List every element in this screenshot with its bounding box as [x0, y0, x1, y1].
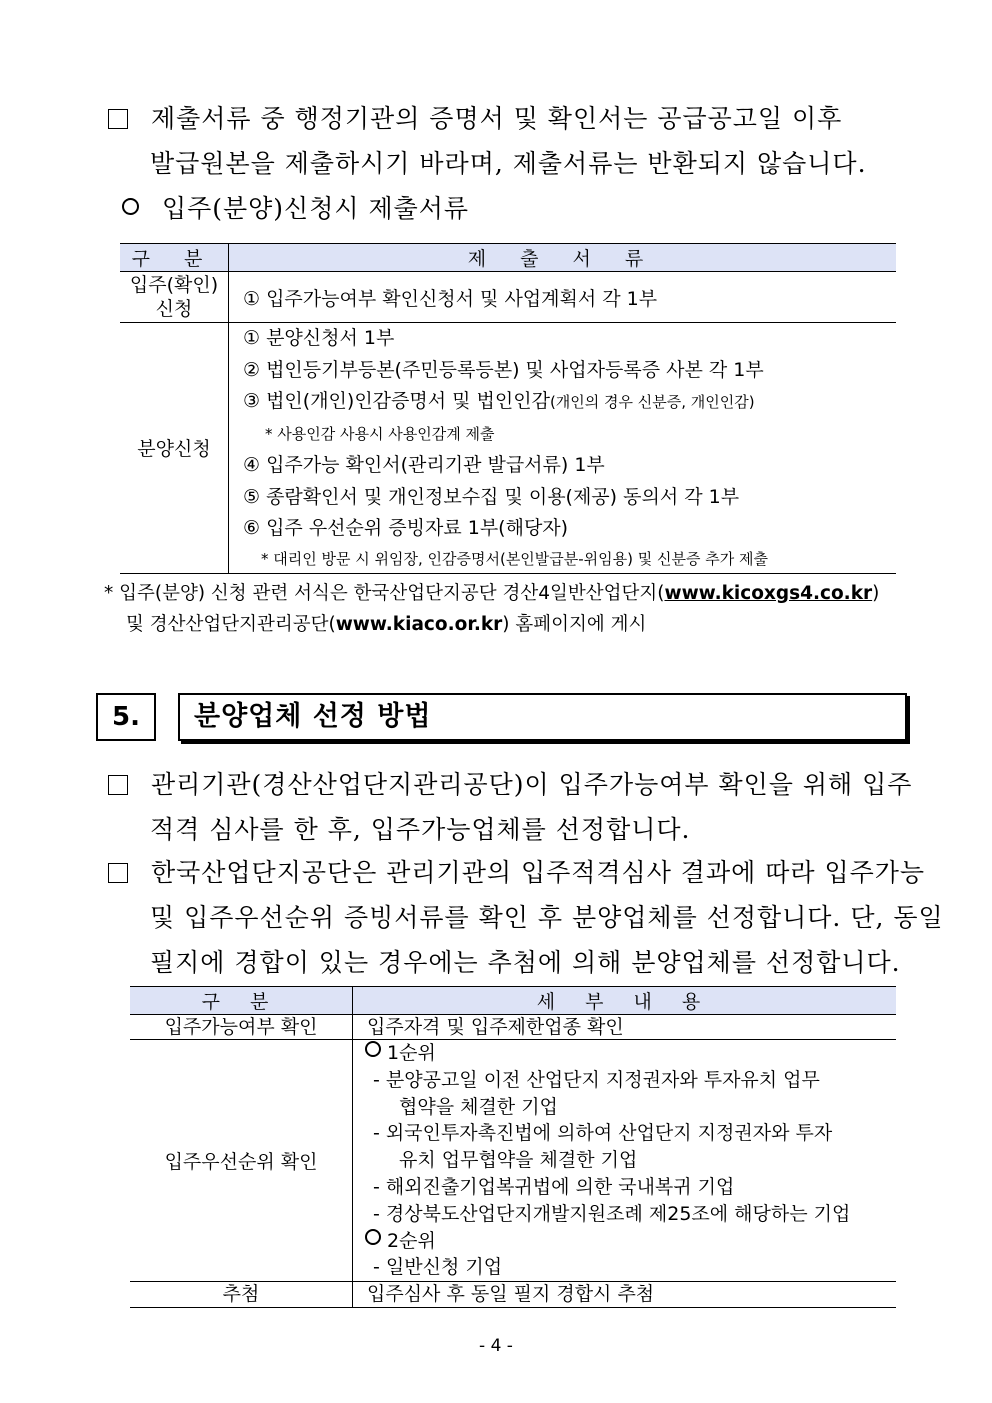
- doc-item: ① 분양신청서 1부: [243, 327, 395, 349]
- table2-header-category: 구 분: [130, 987, 353, 1015]
- kiaco-link[interactable]: www.kiaco.or.kr: [335, 614, 503, 635]
- selection-paragraphs: [108, 762, 944, 985]
- priority-item: 유치 업무협약을 체결한 기업: [399, 1149, 638, 1172]
- table2-r2-content: [353, 1040, 897, 1282]
- doc-item-main: ③ 법인(개인)인감증명서 및 법인인감: [243, 390, 550, 412]
- p3-line-3: 필지에 경합이 있는 경우에는 추첨에 의해 분양업체를 선정합니다.: [150, 948, 901, 977]
- doc-item: [243, 386, 896, 419]
- table1-header-documents: 제 출 서 류: [229, 244, 897, 272]
- note-text-1-end: ): [872, 583, 880, 604]
- circle-bullet-icon: [365, 1041, 381, 1057]
- priority-item: - 일반신청 기업: [373, 1256, 503, 1279]
- priority-item: 협약을 체결한 기업: [399, 1095, 558, 1118]
- intro-line-2: 발급원본을 제출하시기 바라며, 제출서류는 반환되지 않습니다.: [150, 149, 867, 178]
- intro-paragraph: [108, 96, 908, 231]
- p3-line-1: 한국산업단지공단은 관리기관의 입주적격심사 결과에 따라 입주가능: [150, 858, 926, 887]
- checkbox-square-icon: [108, 775, 128, 795]
- priority-item: - 해외진출기업복귀법에 의한 국내복귀 기업: [373, 1175, 735, 1198]
- table1-header-category: 구 분: [120, 244, 229, 272]
- p2-line-2: 적격 심사를 한 후, 입주가능업체를 선정합니다.: [150, 815, 691, 844]
- table2-header-details: 세 부 내 용: [353, 987, 897, 1015]
- table2-r2-label: 입주우선순위 확인: [130, 1040, 353, 1282]
- table2-r3-label: 추첨: [130, 1282, 353, 1308]
- priority-item: [365, 1228, 896, 1255]
- circle-bullet-icon: [122, 198, 139, 215]
- doc-item: ⑥ 입주 우선순위 증빙자료 1부(해당자): [243, 517, 569, 539]
- priority-item: [365, 1040, 896, 1067]
- selection-table: [130, 986, 896, 1308]
- sub-heading: 입주(분양)신청시 제출서류: [161, 194, 470, 223]
- doc-item-note: (개인의 경우 신분증, 개인인감): [549, 393, 755, 411]
- kicox-link[interactable]: www.kicoxgs4.co.kr: [664, 583, 873, 604]
- p3-line-2: 및 입주우선순위 증빙서류를 확인 후 분양업체를 선정합니다. 단, 동일: [150, 903, 944, 932]
- checkbox-square-icon: [108, 109, 128, 129]
- table1-row2-content: [229, 323, 897, 574]
- page-number: - 4 -: [479, 1336, 513, 1356]
- priority-item: - 경상북도산업단지개발지원조례 제25조에 해당하는 기업: [373, 1202, 851, 1225]
- note-text-1: * 입주(분양) 신청 관련 서식은 한국산업단지공단 경산4일반산업단지(: [104, 583, 665, 604]
- table2-r1-label: 입주가능여부 확인: [130, 1015, 353, 1040]
- note-text-2-end: ) 홈페이지에 게시: [502, 614, 647, 635]
- table2-r3-content: 입주심사 후 동일 필지 경합시 추첨: [353, 1282, 897, 1308]
- section-title: 분양업체 선정 방법: [178, 693, 907, 741]
- documents-table: [120, 243, 896, 574]
- doc-item: ② 법인등기부등본(주민등록등본) 및 사업자등록증 사본 각 1부: [243, 358, 764, 381]
- doc-item: ⑤ 종람확인서 및 개인정보수집 및 이용(제공) 동의서 각 1부: [243, 485, 740, 508]
- priority-label: 2순위: [387, 1229, 436, 1252]
- doc-footnote: * 대리인 방문 시 위임장, 인감증명서(본인발급분-위임용) 및 신분증 추가 제출: [261, 549, 769, 568]
- priority-item: - 외국인투자촉진법에 의하여 산업단지 지정권자와 투자: [373, 1122, 833, 1145]
- doc-footnote: * 사용인감 사용시 사용인감계 제출: [265, 424, 495, 443]
- checkbox-square-icon: [108, 863, 128, 883]
- section-number: 5.: [96, 693, 156, 741]
- note-text-2: 및 경산산업단지관리공단(: [126, 614, 336, 635]
- forms-note: [104, 578, 879, 640]
- table1-row1-content: ① 입주가능여부 확인신청서 및 사업계획서 각 1부: [229, 272, 897, 323]
- circle-bullet-icon: [365, 1229, 381, 1245]
- intro-line-1: 제출서류 중 행정기관의 증명서 및 확인서는 공급공고일 이후: [150, 104, 843, 133]
- row1-label-line2: 신청: [155, 298, 193, 320]
- priority-label: 1순위: [387, 1042, 436, 1064]
- doc-item: ④ 입주가능 확인서(관리기관 발급서류) 1부: [243, 454, 605, 476]
- p2-line-1: 관리기관(경산산업단지관리공단)이 입주가능여부 확인을 위해 입주: [150, 770, 913, 799]
- priority-item: - 분양공고일 이전 산업단지 지정권자와 투자유치 업무: [373, 1068, 820, 1091]
- table2-r1-content: 입주자격 및 입주제한업종 확인: [353, 1015, 897, 1040]
- table1-row1-label: [120, 272, 229, 323]
- row1-label-line1: 입주(확인): [129, 274, 219, 296]
- table1-row2-label: 분양신청: [120, 323, 229, 574]
